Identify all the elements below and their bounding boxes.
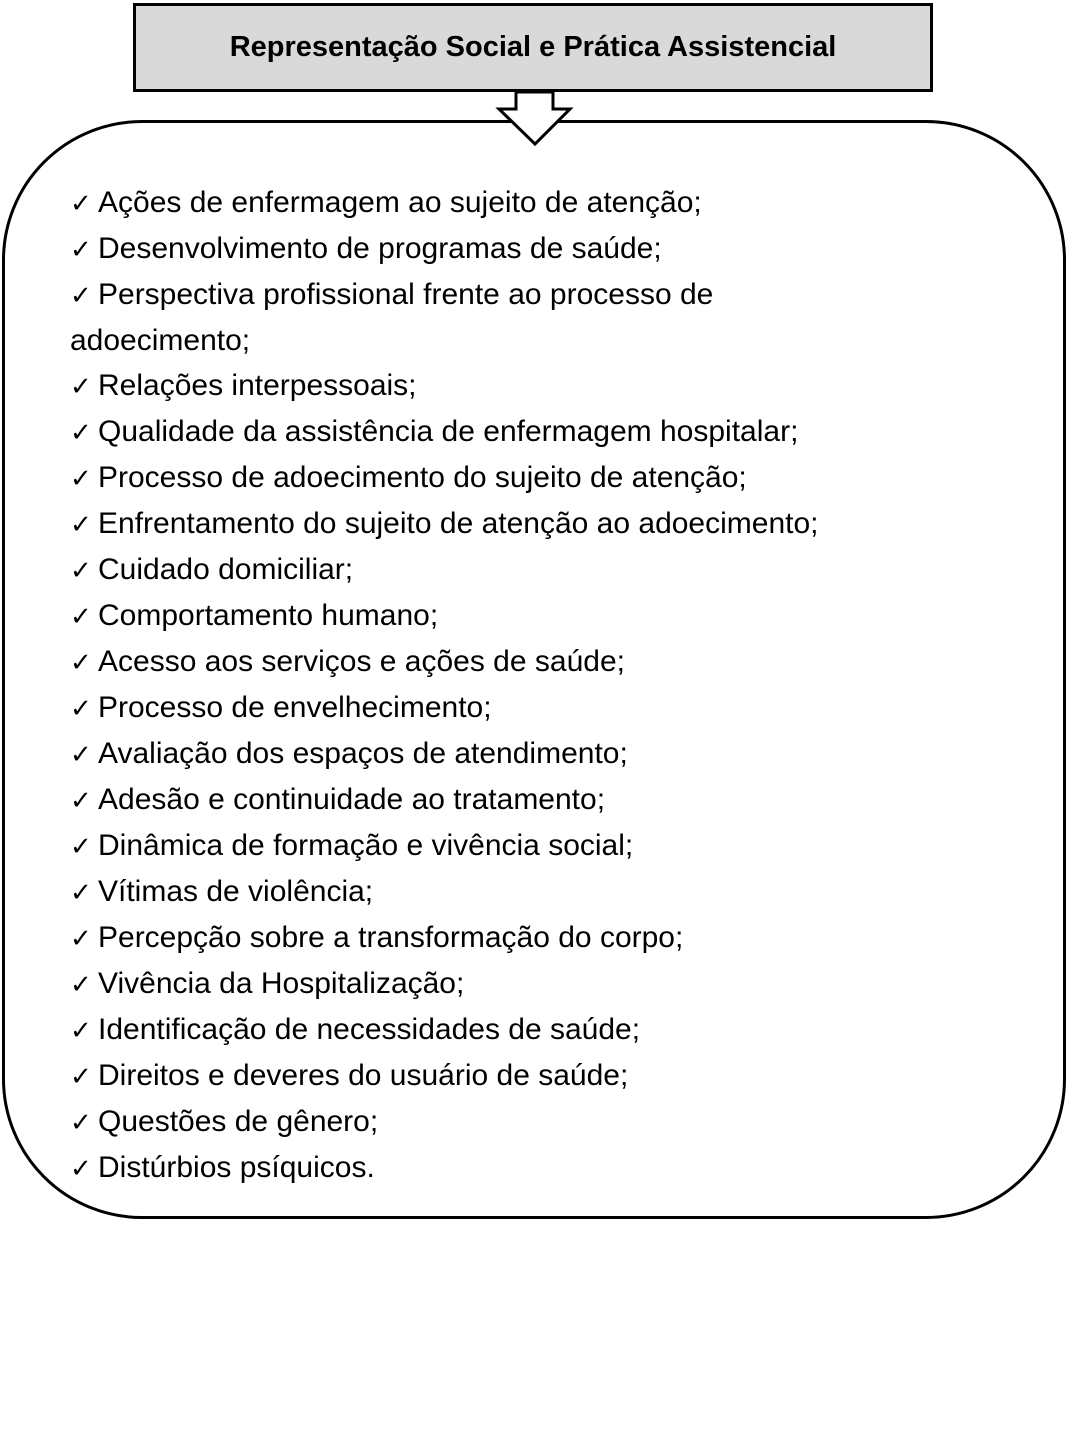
list-item-text: Vítimas de violência; xyxy=(98,875,374,908)
topic-list xyxy=(70,180,1030,1191)
check-icon: ✓ xyxy=(70,280,92,310)
list-item xyxy=(70,685,1030,731)
check-icon: ✓ xyxy=(70,1107,92,1137)
list-item-text: Qualidade da assistência de enfermagem hospitalar; xyxy=(98,415,799,448)
check-icon: ✓ xyxy=(70,234,92,264)
list-item xyxy=(70,869,1030,915)
list-item-text: Dinâmica de formação e vivência social; xyxy=(98,829,634,862)
check-icon: ✓ xyxy=(70,601,92,631)
check-icon: ✓ xyxy=(70,647,92,677)
list-item-text: Cuidado domiciliar; xyxy=(98,553,354,586)
list-item xyxy=(70,180,1030,226)
check-icon: ✓ xyxy=(70,1015,92,1045)
check-icon: ✓ xyxy=(70,463,92,493)
list-item xyxy=(70,455,1030,501)
list-item-text: Identificação de necessidades de saúde; xyxy=(98,1013,641,1046)
list-item-text: Processo de adoecimento do sujeito de atenção; xyxy=(98,461,747,494)
check-icon: ✓ xyxy=(70,831,92,861)
list-item-text: Vivência da Hospitalização; xyxy=(98,967,465,1000)
list-item-continuation xyxy=(70,318,1030,363)
list-item xyxy=(70,1145,1030,1191)
list-item xyxy=(70,409,1030,455)
list-item-text: Relações interpessoais; xyxy=(98,369,417,402)
list-item xyxy=(70,961,1030,1007)
list-item xyxy=(70,1053,1030,1099)
check-icon: ✓ xyxy=(70,417,92,447)
list-item-text: Ações de enfermagem ao sujeito de atenção; xyxy=(98,186,702,219)
list-item-text: Percepção sobre a transformação do corpo; xyxy=(98,921,684,954)
list-item-text: Processo de envelhecimento; xyxy=(98,691,492,724)
list-item xyxy=(70,915,1030,961)
list-item xyxy=(70,731,1030,777)
list-item-text: Perspectiva profissional frente ao processo de xyxy=(98,278,714,311)
check-icon: ✓ xyxy=(70,969,92,999)
list-item xyxy=(70,272,1030,318)
list-item xyxy=(70,1007,1030,1053)
list-item-text: adoecimento; xyxy=(70,324,251,357)
list-item xyxy=(70,823,1030,869)
list-item xyxy=(70,363,1030,409)
check-icon: ✓ xyxy=(70,693,92,723)
check-icon: ✓ xyxy=(70,1153,92,1183)
check-icon: ✓ xyxy=(70,923,92,953)
list-item-text: Adesão e continuidade ao tratamento; xyxy=(98,783,606,816)
list-item-text: Distúrbios psíquicos. xyxy=(98,1151,375,1184)
list-item-text: Direitos e deveres do usuário de saúde; xyxy=(98,1059,629,1092)
header-box xyxy=(133,3,933,92)
list-item-text: Desenvolvimento de programas de saúde; xyxy=(98,232,662,265)
list-item xyxy=(70,501,1030,547)
list-item-text: Enfrentamento do sujeito de atenção ao adoecimento; xyxy=(98,507,819,540)
list-item-text: Comportamento humano; xyxy=(98,599,439,632)
check-icon: ✓ xyxy=(70,1061,92,1091)
list-item xyxy=(70,547,1030,593)
check-icon: ✓ xyxy=(70,509,92,539)
list-item xyxy=(70,593,1030,639)
list-item xyxy=(70,226,1030,272)
list-item xyxy=(70,639,1030,685)
diagram-title: Representação Social e Prática Assistencial xyxy=(229,31,837,63)
list-item xyxy=(70,1099,1030,1145)
list-item xyxy=(70,777,1030,823)
list-item-text: Questões de gênero; xyxy=(98,1105,379,1138)
check-icon: ✓ xyxy=(70,785,92,815)
check-icon: ✓ xyxy=(70,739,92,769)
check-icon: ✓ xyxy=(70,555,92,585)
check-icon: ✓ xyxy=(70,188,92,218)
check-icon: ✓ xyxy=(70,371,92,401)
list-item-text: Acesso aos serviços e ações de saúde; xyxy=(98,645,625,678)
list-item-text: Avaliação dos espaços de atendimento; xyxy=(98,737,628,770)
check-icon: ✓ xyxy=(70,877,92,907)
